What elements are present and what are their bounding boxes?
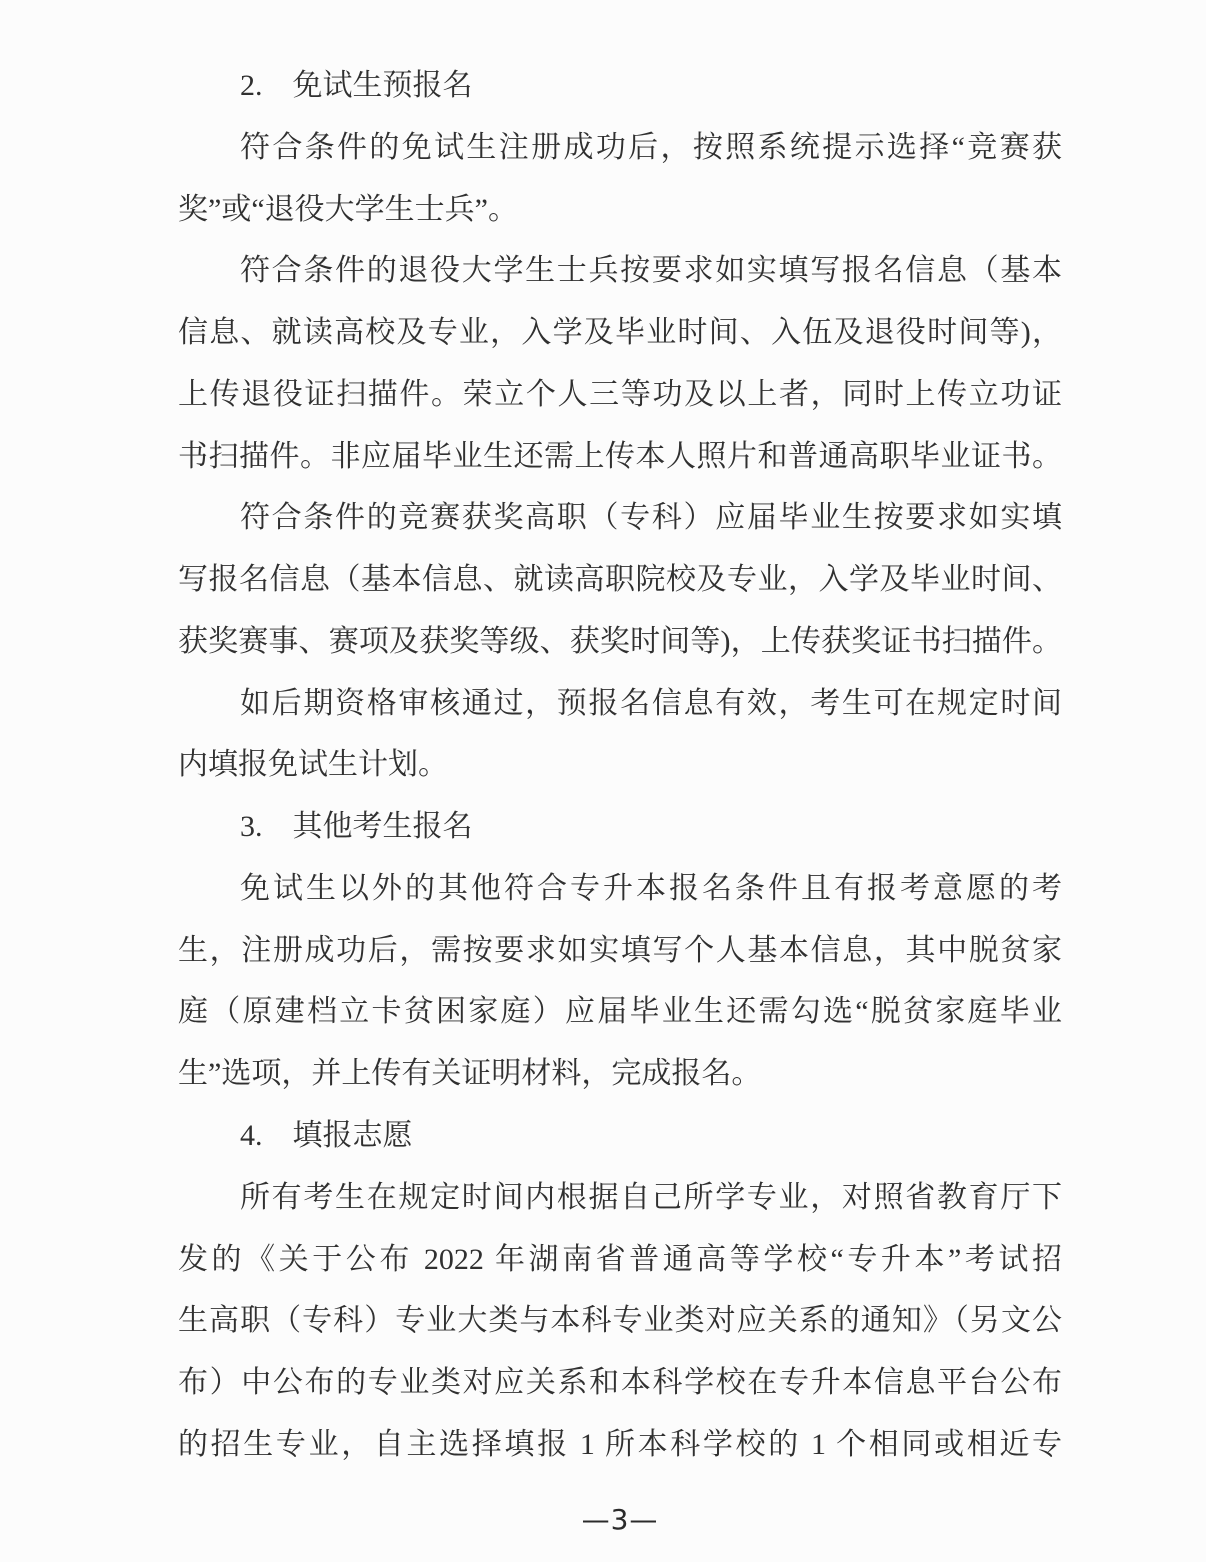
text-line: 所有考生在规定时间内根据自己所学专业，对照省教育厅下: [240, 1180, 1062, 1214]
text-line: 符合条件的免试生注册成功后，按照系统提示选择“竞赛获: [240, 130, 1062, 164]
text-line: 奖”或“退役大学生士兵”。: [178, 192, 518, 226]
section-heading: 4. 填报志愿: [240, 1119, 413, 1153]
document-body: [178, 55, 1062, 1476]
text-line: 生高职（专科）专业大类与本科专业类对应关系的通知》（另文公: [178, 1304, 1062, 1338]
text-line: 的招生专业，自主选择填报 1 所本科学校的 1 个相同或相近专: [178, 1427, 1062, 1461]
text-line: 如后期资格审核通过，预报名信息有效，考生可在规定时间: [240, 686, 1062, 720]
text-line: 庭（原建档立卡贫困家庭）应届毕业生还需勾选“脱贫家庭毕业: [178, 995, 1062, 1029]
text-line: 写报名信息（基本信息、就读高职院校及专业，入学及毕业时间、: [178, 563, 1062, 597]
text-line: 免试生以外的其他符合专升本报名条件且有报考意愿的考: [240, 871, 1062, 905]
text-line: 符合条件的竞赛获奖高职（专科）应届毕业生按要求如实填: [240, 501, 1062, 535]
text-line: 上传退役证扫描件。荣立个人三等功及以上者，同时上传立功证: [178, 377, 1062, 411]
text-line: 符合条件的退役大学生士兵按要求如实填写报名信息（基本: [240, 254, 1062, 288]
page-number: —3—: [581, 1503, 659, 1536]
text-line: 生”选项，并上传有关证明材料，完成报名。: [178, 1057, 762, 1091]
section-heading: 3. 其他考生报名: [240, 810, 473, 844]
text-line: 布）中公布的专业类对应关系和本科学校在专升本信息平台公布: [178, 1366, 1062, 1400]
text-line: 书扫描件。非应届毕业生还需上传本人照片和普通高职毕业证书。: [178, 439, 1062, 473]
section-heading: 2. 免试生预报名: [240, 69, 473, 102]
text-line: 信息、就读高校及专业，入学及毕业时间、入伍及退役时间等)，: [178, 316, 1062, 350]
text-line: 发的《关于公布 2022 年湖南省普通高等学校“专升本”考试招: [178, 1242, 1062, 1276]
text-line: 生，注册成功后，需按要求如实填写个人基本信息，其中脱贫家: [178, 933, 1062, 967]
text-line: 内填报免试生计划。: [178, 748, 448, 782]
text-line: 获奖赛事、赛项及获奖等级、获奖时间等)，上传获奖证书扫描件。: [178, 624, 1062, 658]
